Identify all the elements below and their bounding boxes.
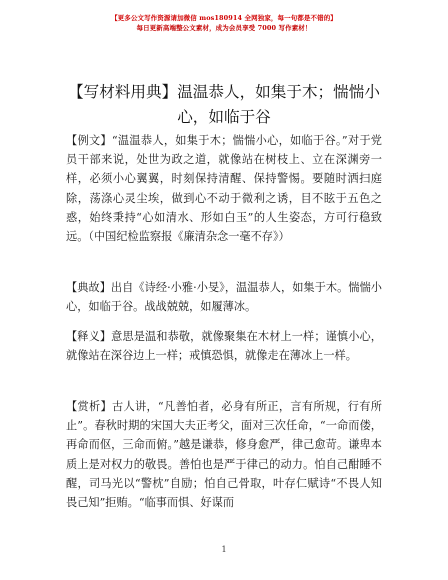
paragraph-text: “温温恭人，如集于木；惴惴小心，如临于谷。”对于党员干部来说，处世为政之道，就像站在树枝上、立在深渊旁一样，必须小心翼翼，时刻保持清醒、保持警惕。要随时洒扫庭除，荡涤心灵尘埃，做到心不动于微利之诱，目不眩于五色之惑，始终秉持“心如清水、形如白玉”的人生姿态，方可行稳致远。（中国纪检监察报《廉清杂念一毫不存》）	[66, 134, 382, 244]
document-title: 【写材料用典】温温恭人，如集于木；惴惴小心，如临于谷	[68, 83, 380, 126]
header-promo-line-1: 【更多公文写作资源请加微信 mos180914 全网独家，每一句都是不错的】	[111, 14, 337, 22]
paragraph-tag: 【典故】	[66, 281, 111, 294]
paragraph-tag: 【赏析】	[66, 400, 112, 413]
page-number: 1	[221, 545, 227, 554]
header-promo-line-2: 每日更新高端整公文素材，成为会员享受 7000 写作素材！	[136, 24, 312, 32]
paragraph-text: 古人讲，“凡善怕者，必身有所正，言有所规，行有所止”。春秋时期的宋国大夫正考父，面对三次任命，“一命而偻，再命而伛，三命而俯。”越是谦恭，修身愈严，律己愈苛。谦卑本质上是对权力的敬畏。善怕也是严于律己的动力。怕自己酣睡不醒，司马光以“警枕”自励；怕自己骨取，叶存仁赋诗“不畏人知畏己知”拒贿。“临事而惧、好谋而	[66, 400, 382, 510]
paragraph-meaning	[66, 327, 382, 365]
paragraph-text: 意思是温和恭敬，就像聚集在木材上一样；谨慎小心，就像站在深谷边上一样；戒慎恐惧，就像走在薄冰上一样。	[66, 330, 382, 363]
paragraph-example	[66, 131, 382, 246]
paragraph-tag: 【释义】	[66, 330, 112, 343]
paragraph-text: 出自《诗经·小雅·小旻》，温温恭人，如集于木。惴惴小心，如临于谷。战战兢兢，如履薄冰。	[66, 281, 382, 314]
paragraph-analysis	[66, 397, 382, 512]
paragraph-source	[66, 278, 382, 316]
paragraph-tag: 【例文】	[66, 134, 112, 147]
